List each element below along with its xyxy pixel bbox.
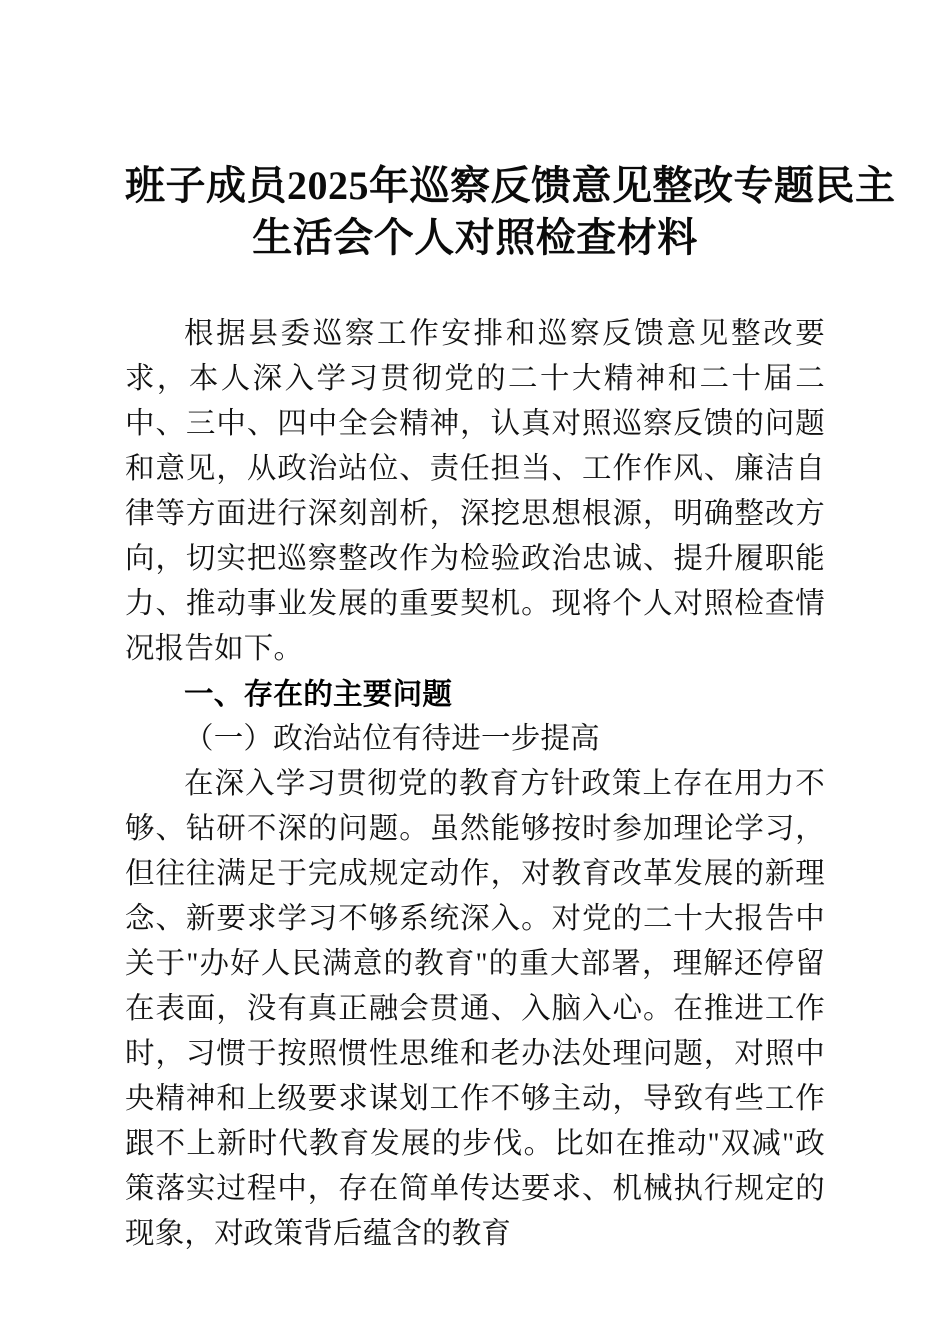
section-heading-main-problems: 一、存在的主要问题 bbox=[184, 678, 453, 711]
page-title-line-1: 班子成员2025年巡察反馈意见整改专题民主 bbox=[125, 163, 896, 208]
subsection-heading-political-stance: （一）政治站位有待进一步提高 bbox=[184, 723, 600, 755]
intro-paragraph: 根据县委巡察工作安排和巡察反馈意见整改要求，本人深入学习贯彻党的二十大精神和二十届二中、三中、四中全会精神，认真对照巡察反馈的问题和意见，从政治站位、责任担当、工作作风、廉洁自律等方面进行深刻剖析，深挖思想根源，明确整改方向，切实把巡察整改作为检验政治忠诚、提升履职能力、推动事业发展的重要契机。现将个人对照检查情况报告如下。 bbox=[125, 318, 825, 665]
page-title-line-2: 生活会个人对照检查材料 bbox=[252, 215, 698, 260]
subsection-paragraph-political-stance: 在深入学习贯彻党的教育方针政策上存在用力不够、钻研不深的问题。虽然能够按时参加理论学习，但往往满足于完成规定动作，对教育改革发展的新理念、新要求学习不够系统深入。对党的二十大报告中关于"办好人民满意的教育"的重大部署，理解还停留在表面，没有真正融会贯通、入脑入心。在推进工作时，习惯于按照惯性思维和老办法处理问题，对照中央精神和上级要求谋划工作不够主动，导致有些工作跟不上新时代教育发展的步伐。比如在推动"双减"政策落实过程中，存在简单传达要求、机械执行规定的现象，对政策背后蕴含的教育 bbox=[125, 768, 825, 1250]
document-content bbox=[125, 0, 896, 1257]
page-title bbox=[125, 0, 896, 264]
